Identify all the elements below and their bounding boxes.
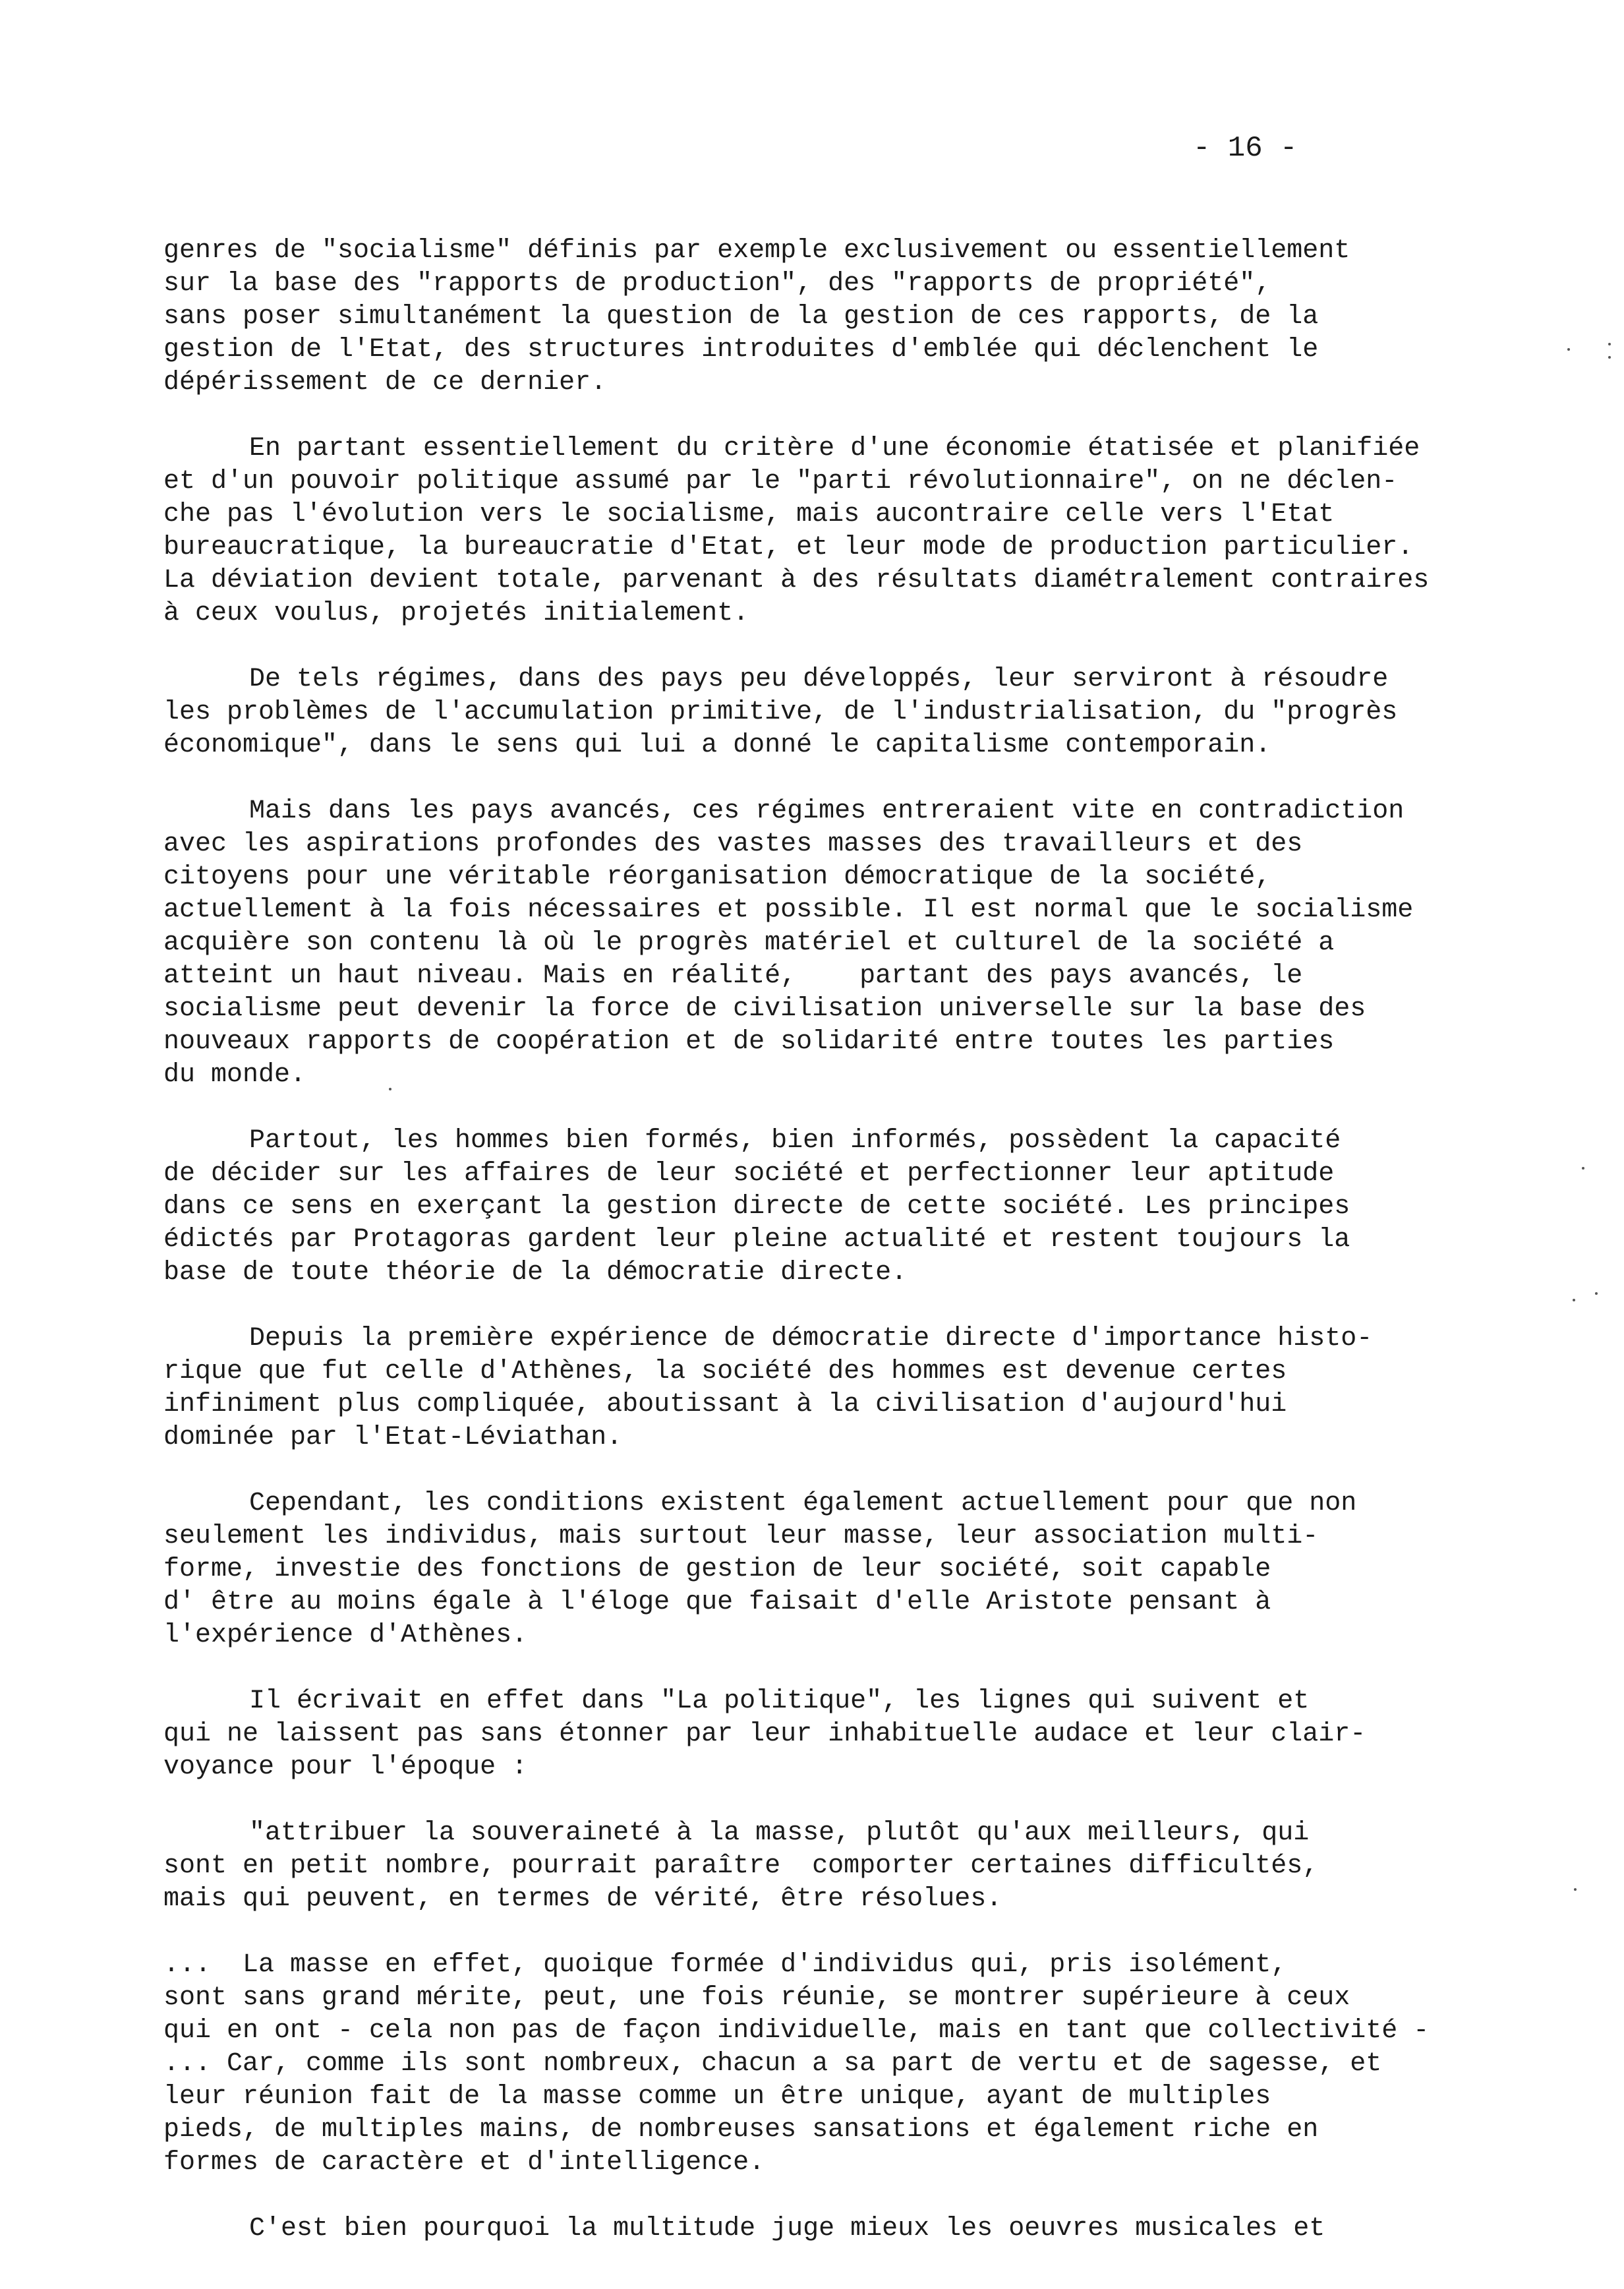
text-line: socialisme peut devenir la force de civilisation universelle sur la base des xyxy=(163,994,1366,1024)
text-line: bureaucratique, la bureaucratie d'Etat, et leur mode de production particulier. xyxy=(163,533,1414,562)
scan-speck xyxy=(389,1088,392,1090)
text-line: économique", dans le sens qui lui a donné le capitalisme contemporain. xyxy=(163,730,1271,760)
text-line: acquière son contenu là où le progrès matériel et culturel de la société a xyxy=(163,928,1335,958)
text-line: citoyens pour une véritable réorganisation démocratique de la société, xyxy=(163,862,1271,892)
text-line: sont sans grand mérite, peut, une fois réunie, se montrer supérieure à ceux xyxy=(163,1983,1350,2013)
text-line: et d'un pouvoir politique assumé par le "parti révolutionnaire", on ne déclen- xyxy=(163,467,1398,496)
paragraph xyxy=(163,235,1482,400)
paragraph xyxy=(163,1125,1482,1290)
text-line: actuellement à la fois nécessaires et possible. Il est normal que le socialisme xyxy=(163,895,1414,925)
text-line: rique que fut celle d'Athènes, la société des hommes est devenue certes xyxy=(163,1357,1287,1386)
text-line: l'expérience d'Athènes. xyxy=(163,1620,528,1650)
text-line: infiniment plus compliquée, aboutissant à la civilisation d'aujourd'hui xyxy=(163,1390,1287,1419)
text-line: à ceux voulus, projetés initialement. xyxy=(163,599,749,628)
text-line: Cependant, les conditions existent également actuellement pour que non xyxy=(249,1489,1357,1518)
paragraph xyxy=(163,795,1482,1092)
text-line: C'est bien pourquoi la multitude juge mieux les oeuvres musicales et xyxy=(249,2214,1325,2244)
scan-speck xyxy=(1582,1167,1584,1170)
text-line: de décider sur les affaires de leur société et perfectionner leur aptitude xyxy=(163,1159,1335,1189)
text-line: ... Car, comme ils sont nombreux, chacun a sa part de vertu et de sagesse, et xyxy=(163,2049,1382,2079)
scan-speck xyxy=(1608,343,1611,345)
page-number: - 16 - xyxy=(1193,132,1298,165)
text-line: Mais dans les pays avancés, ces régimes entreraient vite en contradiction xyxy=(249,796,1405,826)
scan-speck xyxy=(1573,1299,1575,1301)
text-line: les problèmes de l'accumulation primitive, de l'industrialisation, du "progrès xyxy=(163,698,1398,727)
text-line: mais qui peuvent, en termes de vérité, être résolues. xyxy=(163,1884,1002,1914)
quotation-paragraph xyxy=(163,1949,1482,2180)
text-line: dans ce sens en exerçant la gestion directe de cette société. Les principes xyxy=(163,1192,1350,1222)
text-line: che pas l'évolution vers le socialisme, mais aucontraire celle vers l'Etat xyxy=(163,500,1335,529)
text-line: leur réunion fait de la masse comme un être unique, ayant de multiples xyxy=(163,2082,1271,2112)
scan-speck xyxy=(1595,1292,1598,1295)
quotation-paragraph xyxy=(163,1817,1482,1916)
text-line: atteint un haut niveau. Mais en réalité, partant des pays avancés, le xyxy=(163,961,1303,991)
text-line: sans poser simultanément la question de la gestion de ces rapports, de la xyxy=(163,302,1319,332)
paragraph xyxy=(163,1685,1482,1784)
text-line: La déviation devient totale, parvenant à des résultats diamétralement contraires xyxy=(163,566,1430,595)
text-line: sont en petit nombre, pourrait paraître comporter certaines difficultés, xyxy=(163,1851,1319,1881)
text-line: sur la base des "rapports de production", des "rapports de propriété", xyxy=(163,269,1271,299)
text-line: dominée par l'Etat-Léviathan. xyxy=(163,1423,623,1452)
scan-speck xyxy=(1567,348,1570,351)
text-line: qui ne laissent pas sans étonner par leur inhabituelle audace et leur clair- xyxy=(163,1719,1366,1749)
text-line: voyance pour l'époque : xyxy=(163,1752,528,1782)
text-line: édictés par Protagoras gardent leur pleine actualité et restent toujours la xyxy=(163,1225,1350,1255)
scan-speck xyxy=(1608,356,1611,359)
text-line: avec les aspirations profondes des vastes masses des travailleurs et des xyxy=(163,829,1303,859)
text-line: Il écrivait en effet dans "La politique", les lignes qui suivent et xyxy=(249,1686,1310,1716)
text-line: forme, investie des fonctions de gestion de leur société, soit capable xyxy=(163,1555,1271,1584)
text-line: En partant essentiellement du critère d'une économie étatisée et planifiée xyxy=(249,434,1420,463)
text-line: ... La masse en effet, quoique formée d'individus qui, pris isolément, xyxy=(163,1950,1287,1980)
text-line: genres de "socialisme" définis par exemple exclusivement ou essentiellement xyxy=(163,236,1350,266)
text-line: gestion de l'Etat, des structures introduites d'emblée qui déclenchent le xyxy=(163,335,1319,365)
paragraph xyxy=(163,2213,1482,2245)
text-line: formes de caractère et d'intelligence. xyxy=(163,2148,765,2178)
text-line: seulement les individus, mais surtout leur masse, leur association multi- xyxy=(163,1522,1319,1551)
text-line: Partout, les hommes bien formés, bien informés, possèdent la capacité xyxy=(249,1126,1341,1156)
text-line: du monde. xyxy=(163,1060,306,1090)
text-line: Depuis la première expérience de démocratie directe d'importance histo- xyxy=(249,1324,1373,1353)
text-line: nouveaux rapports de coopération et de solidarité entre toutes les parties xyxy=(163,1027,1335,1057)
scan-speck xyxy=(1574,1888,1577,1891)
text-line: d' être au moins égale à l'éloge que faisait d'elle Aristote pensant à xyxy=(163,1588,1271,1617)
paragraph xyxy=(163,432,1482,630)
paragraph xyxy=(163,663,1482,762)
text-line: dépérissement de ce dernier. xyxy=(163,368,607,398)
paragraph xyxy=(163,1323,1482,1454)
paragraph xyxy=(163,1487,1482,1652)
text-line: base de toute théorie de la démocratie directe. xyxy=(163,1258,908,1288)
text-line: De tels régimes, dans des pays peu développés, leur serviront à résoudre xyxy=(249,665,1389,694)
text-line: pieds, de multiples mains, de nombreuses sansations et également riche en xyxy=(163,2115,1319,2145)
text-line: qui en ont - cela non pas de façon individuelle, mais en tant que collectivité - xyxy=(163,2016,1430,2046)
text-line: "attribuer la souveraineté à la masse, plutôt qu'aux meilleurs, qui xyxy=(249,1818,1310,1848)
